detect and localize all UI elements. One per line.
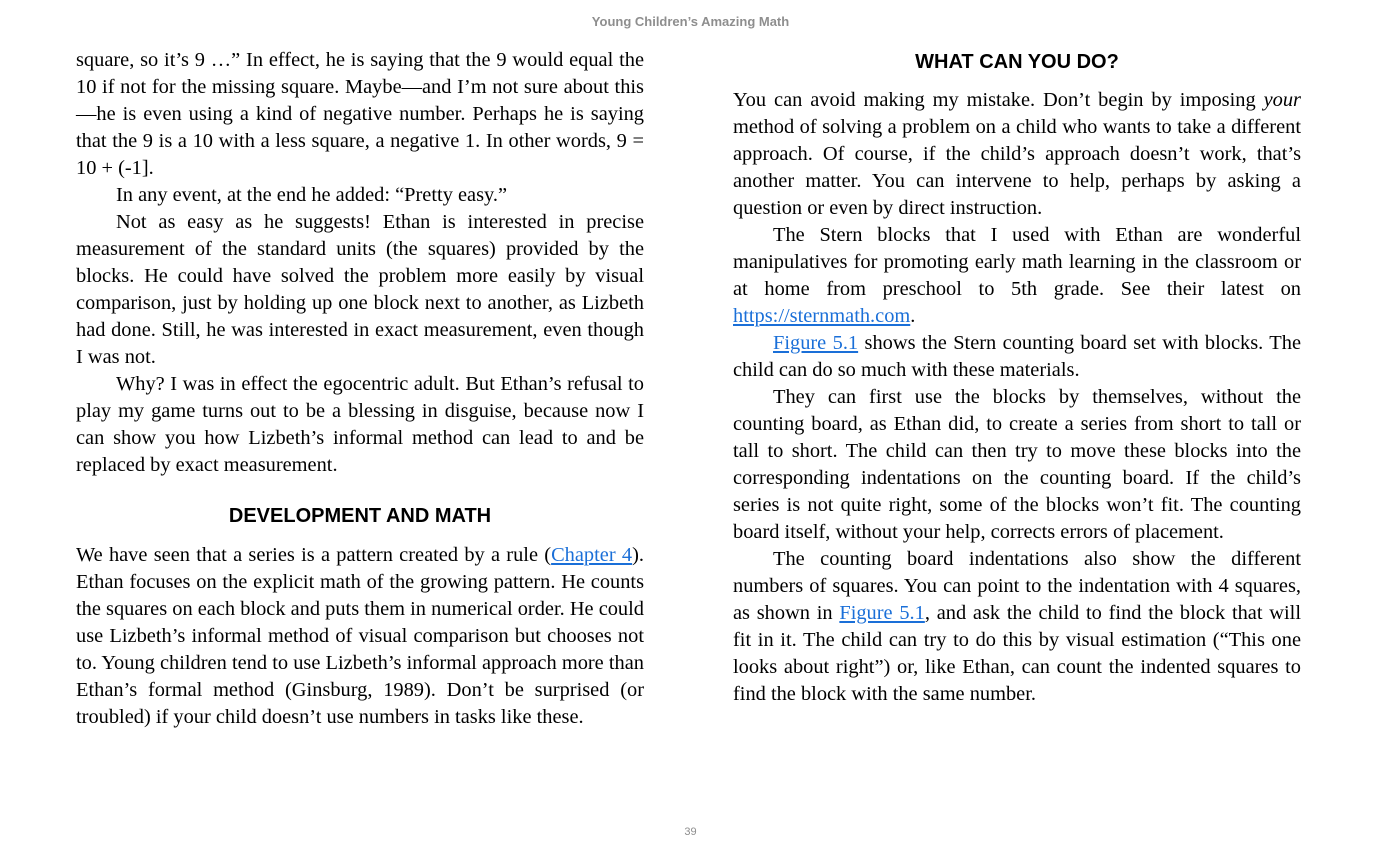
section-heading-development-and-math: DEVELOPMENT AND MATH <box>228 505 492 527</box>
figure-5-1-link[interactable]: Figure 5.1 <box>839 602 925 624</box>
paragraph: Why? I was in effect the egocentric adult. But Ethan’s refusal to play my game turns out to be a blessing in disguise, because now I can show you how Lizbeth’s informal method can lead to and be replaced by exact measurement. <box>76 373 644 476</box>
emphasis-text: your <box>1263 89 1301 111</box>
paragraph <box>733 87 1301 222</box>
chapter-4-link[interactable]: Chapter 4 <box>551 544 633 566</box>
page-number: 39 <box>684 826 697 838</box>
text-span: method of solving a problem on a child who wants to take a different approach. Of course, if the child’s approach doesn’t work, that’s another matter. You can intervene to help, perhaps by asking a question or even by direct instruction. <box>733 116 1301 219</box>
paragraph <box>733 546 1301 708</box>
text-span: ). Ethan focuses on the explicit math of the growing pattern. He counts the squares on each block and puts them in numerical order. He could use Lizbeth’s informal method of visual comparison but chooses not to. Young children tend to use Lizbeth’s informal approach more than Ethan’s formal method (Ginsburg, 1989). Don’t be surprised (or troubled) if your child doesn’t use numbers in tasks like these. <box>76 544 644 728</box>
text-span: We have seen that a series is a pattern created by a rule ( <box>76 544 552 566</box>
left-page-column <box>76 47 644 731</box>
text-span: The Stern blocks that I used with Ethan are wonderful manipulatives for promoting early math learning in the classroom or at home from preschool to 5th grade. See their latest on <box>733 224 1301 300</box>
text-span: shows the Stern counting board set with blocks. The child can do so much with these materials. <box>733 332 1301 381</box>
section-heading-what-can-you-do: WHAT CAN YOU DO? <box>915 51 1119 73</box>
paragraph: square, so it’s 9 …” In effect, he is saying that the 9 would equal the 10 if not for the missing square. Maybe—and I’m not sure about this—he is even using a kind of negative number. Perhaps he is saying that the 9 is a 10 with a less square, a negative 1. In other words, 9 = 10 + (-1]. <box>76 49 644 179</box>
text-span: . <box>910 305 916 327</box>
right-page-column <box>733 47 1301 708</box>
paragraph: Not as easy as he suggests! Ethan is interested in precise measurement of the standard units (the squares) provided by the blocks. He could have solved the problem more easily by visual comparison, just by holding up one block next to another, as Lizbeth had done. Still, he was interested in exact measurement, even though I was not. <box>76 211 644 368</box>
paragraph: In any event, at the end he added: “Pretty easy.” <box>116 184 508 206</box>
text-span: You can avoid making my mistake. Don’t begin by imposing <box>733 89 1264 111</box>
paragraph <box>733 330 1301 384</box>
text-span: , and ask the child to find the block that will fit in it. The child can try to do this by visual estimation (“This one looks about right”) or, like Ethan, can count the indented squares to find the block with the same number. <box>733 602 1301 705</box>
figure-5-1-link[interactable]: Figure 5.1 <box>773 332 859 354</box>
book-title: Young Children’s Amazing Math <box>591 14 790 29</box>
paragraph <box>733 222 1301 330</box>
paragraph: They can first use the blocks by themselves, without the counting board, as Ethan did, to create a series from short to tall or tall to short. The child can then try to move these blocks into the corresponding indentations on the counting board. If the child’s series is not quite right, some of the blocks won’t fit. The counting board itself, without your help, corrects errors of placement. <box>733 386 1301 543</box>
paragraph <box>76 542 644 731</box>
sternmath-link[interactable]: https://sternmath.com <box>733 305 911 327</box>
text-span: The counting board indentations also show the different numbers of squares. You can point to the indentation with 4 squares, as shown in <box>733 548 1301 624</box>
